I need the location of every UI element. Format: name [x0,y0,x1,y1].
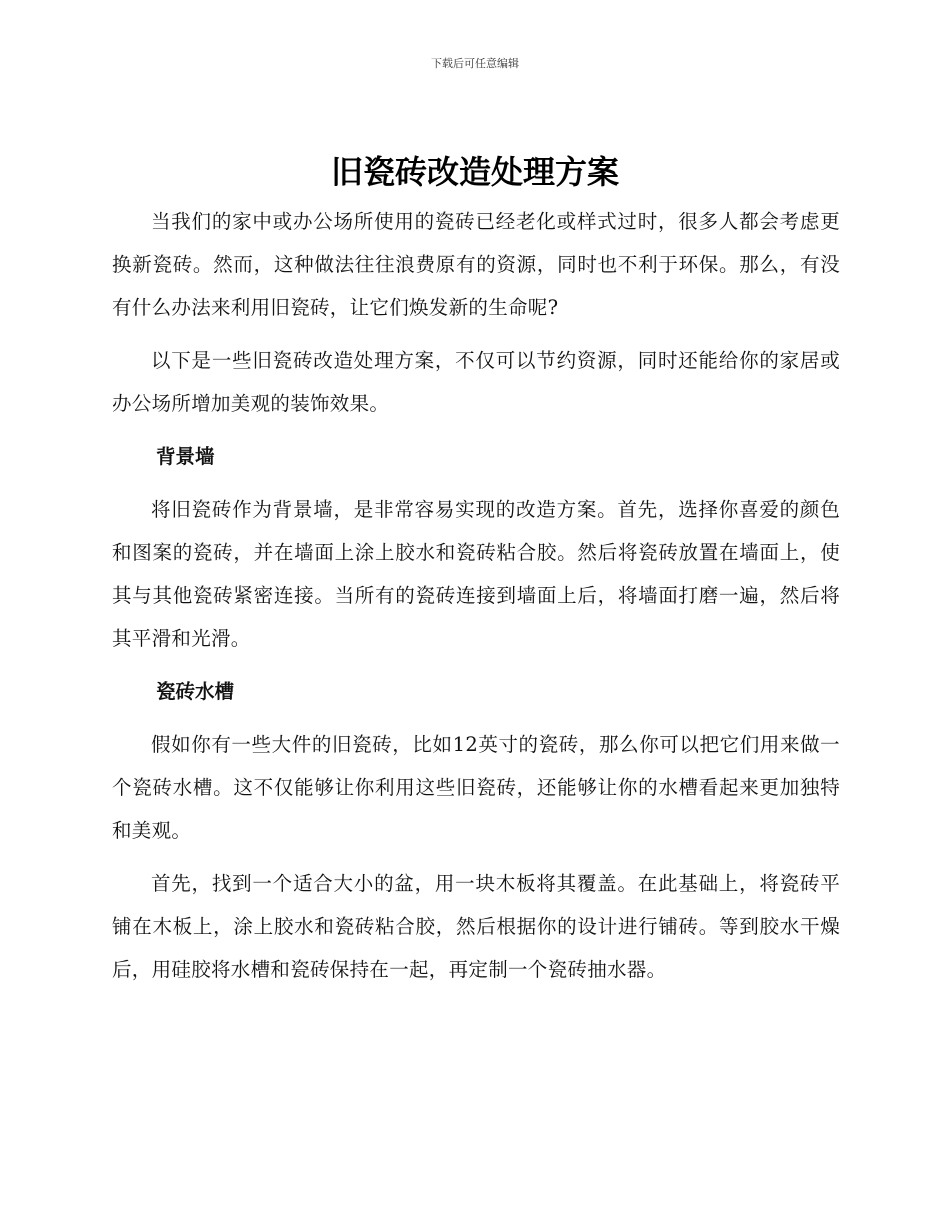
paragraph-intro-1: 当我们的家中或办公场所使用的瓷砖已经老化或样式过时，很多人都会考虑更换新瓷砖。然而，这种做法往往浪费原有的资源，同时也不利于环保。那么，有没有什么办法来利用旧瓷砖，让它们焕发新的生命呢? [112,210,840,319]
paragraph-intro-2: 以下是一些旧瓷砖改造处理方案，不仅可以节约资源，同时还能给你的家居或办公场所增加美观的装饰效果。 [112,349,840,415]
paragraph-sink-1: 假如你有一些大件的旧瓷砖，比如12英寸的瓷砖，那么你可以把它们用来做一个瓷砖水槽。这不仅能够让你利用这些旧瓷砖，还能够让你的水槽看起来更加独特和美观。 [112,733,840,842]
document-body [112,200,840,991]
header-note: 下载后可任意编辑 [431,57,519,70]
paragraph-sink-2: 首先，找到一个适合大小的盆，用一块木板将其覆盖。在此基础上，将瓷砖平铺在木板上，涂上胶水和瓷砖粘合胶，然后根据你的设计进行铺砖。等到胶水干燥后，用硅胶将水槽和瓷砖保持在一起，再定制一个瓷砖抽水器。 [112,872,840,981]
section-heading-wall: 背景墙 [156,445,215,468]
paragraph-wall-1: 将旧瓷砖作为背景墙，是非常容易实现的改造方案。首先，选择你喜爱的颜色和图案的瓷砖，并在墙面上涂上胶水和瓷砖粘合胶。然后将瓷砖放置在墙面上，使其与其他瓷砖紧密连接。当所有的瓷砖连接到墙面上后，将墙面打磨一遍，然后将其平滑和光滑。 [112,498,840,650]
document-title: 旧瓷砖改造处理方案 [330,153,619,191]
section-heading-sink: 瓷砖水槽 [156,680,235,703]
